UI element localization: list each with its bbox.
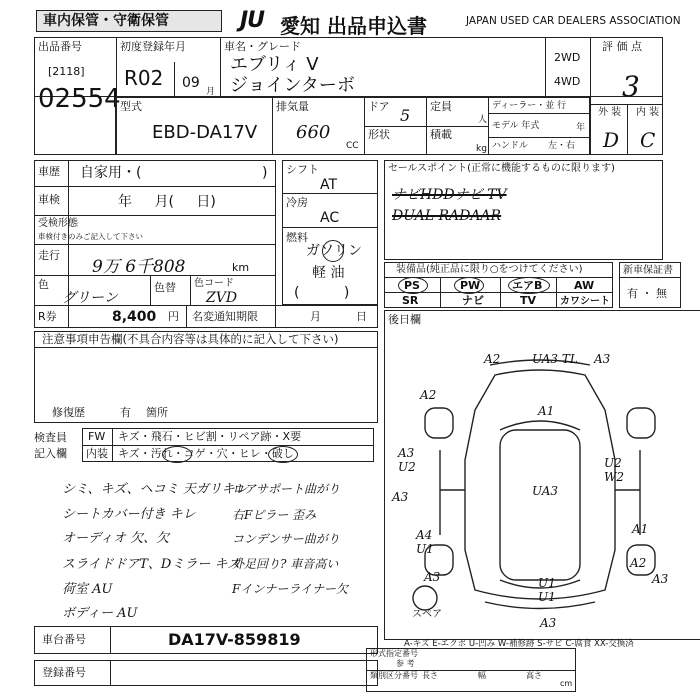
comment-right-2: 右Fピラー 歪み: [232, 508, 317, 522]
color-code: ZVD: [206, 290, 238, 306]
repair-history-place: 箇所: [146, 406, 168, 419]
equip-kawa-seat: カワシート: [560, 296, 610, 307]
model-grade-label: 車名・グレード: [224, 40, 301, 53]
comment-right-1: ロアサポート曲がり: [232, 482, 341, 496]
comment-left-5: 荷室 AU: [62, 582, 113, 597]
ref-label: 参 考: [396, 659, 415, 668]
transfer-label: 受検形態: [38, 218, 78, 229]
first-registration-month: 09: [182, 75, 200, 91]
fw-items: キズ・飛石・ヒビ割・リペア跡・X要: [118, 430, 302, 443]
doors-label: ドア: [368, 100, 390, 113]
exterior-label: 外 装: [598, 107, 622, 118]
yen-unit: 円: [168, 310, 179, 323]
model-year-label: モデル 年式: [492, 121, 540, 131]
mark-5: A1: [538, 404, 555, 418]
capacity-label: 定員: [430, 100, 452, 113]
comment-left-2: シートカバー付き キレ: [62, 507, 196, 522]
mark-17: A3: [424, 570, 441, 584]
score-label: 評 価 点: [602, 40, 642, 53]
color-label: 色: [38, 278, 49, 291]
mark-4: A2: [420, 388, 437, 402]
mark-18: U1: [538, 576, 556, 590]
comment-right-5: Fインナーライナー欠: [232, 582, 348, 596]
mark-15: A1: [632, 522, 649, 536]
first-registration-year: R02: [124, 66, 164, 90]
auction-score: 3: [622, 70, 640, 103]
fw-label: FW: [88, 430, 106, 443]
color-value: グリーン: [62, 290, 118, 306]
equip-airbag: エアB: [512, 279, 543, 292]
inspector-label-1: 検査員: [34, 431, 67, 444]
lot-number: 02554: [38, 84, 121, 114]
inspector-label-2: 記入欄: [34, 447, 67, 460]
repair-history-label: 修復歴: [52, 406, 85, 419]
history-close-paren: ): [262, 165, 268, 181]
model-code: EBD-DA17V: [152, 122, 258, 143]
inspection-label: 車検: [38, 193, 60, 206]
mileage-label: 走行: [38, 249, 60, 262]
selling-point-2: DUAL RADAAR: [392, 208, 502, 224]
mark-7: U2: [398, 460, 416, 474]
body-shape-label: 形状: [368, 128, 390, 141]
category-number-label: 類別区分番号: [370, 671, 418, 680]
recycle-value: 8,400: [112, 309, 157, 325]
ac-value: AC: [320, 210, 340, 226]
comment-left-3: オーディオ 欠、欠: [62, 531, 170, 546]
association-logo: JU: [240, 8, 265, 33]
load-label: 積載: [430, 128, 452, 141]
handle-options: 左・右: [548, 141, 576, 151]
notes-title: 注意事項申告欄(不具合内容等は具体的に記入して下さい): [42, 332, 339, 346]
mark-6: A3: [398, 446, 415, 460]
comment-left-6: ボディー AU: [62, 606, 138, 621]
mark-28: A3: [540, 616, 557, 630]
interior-check-label: 内装: [86, 447, 108, 460]
cc-unit: CC: [346, 141, 359, 151]
dealer-label: ディーラー・並 行: [492, 101, 567, 111]
mark-13: A4: [416, 528, 433, 542]
mark-8: U2: [604, 456, 622, 470]
storage-label: 車内保管・守衛保管: [43, 13, 169, 29]
kg-unit: kg: [476, 144, 487, 154]
km-unit: km: [232, 261, 250, 274]
comment-left-4: スライドドアT、Dミラー キズ: [62, 557, 241, 572]
storage-label-box: [36, 10, 222, 32]
mark-19: A2: [630, 556, 647, 570]
mark-11: A3: [392, 490, 409, 504]
ac-label: 冷房: [286, 196, 308, 209]
inspection-value: 年 月( 日): [118, 194, 216, 210]
registration-label: 登録番号: [42, 666, 86, 679]
shift-label: シフト: [286, 163, 319, 176]
comment-right-3: コンデンサー曲がり: [232, 532, 340, 546]
fuel-gasoline: ガソリン: [306, 243, 362, 259]
chassis-number: DA17V-859819: [168, 630, 301, 649]
model-spec-number-label: 形式指定番号: [370, 649, 418, 658]
mark-24: U1: [538, 590, 556, 604]
doors-count: 5: [400, 106, 411, 125]
mark-9: W2: [604, 470, 624, 484]
drive-4wd: 4WD: [554, 75, 581, 88]
drive-2wd: 2WD: [554, 51, 581, 64]
mark-23: A3: [652, 572, 669, 586]
warranty-options: 有 ・ 無: [627, 287, 667, 300]
interior-check-items: キズ・汚れ・コゲ・穴・ヒレ・破し: [118, 447, 294, 460]
fuel-diesel: 軽 油: [312, 265, 345, 281]
association-english-name: JAPAN USED CAR DEALERS ASSOCIATION: [466, 15, 681, 27]
comment-left-1: シミ、キズ、ヘコミ 天ガリキレ: [62, 482, 248, 497]
fuel-gasoline-circle: [322, 240, 344, 262]
rear-notes-label: 後日欄: [388, 313, 421, 326]
selling-point-1: ナビHDDナビ TV: [392, 187, 507, 203]
equip-pw: PW: [460, 279, 481, 292]
color-change-label: 色替: [154, 281, 176, 294]
exterior-grade: D: [603, 128, 620, 152]
recycle-label: R券: [38, 310, 57, 323]
fuel-label: 燃料: [286, 231, 308, 244]
name-change-label: 名変通知期限: [192, 310, 258, 323]
lot-number-small: [2118]: [48, 65, 85, 78]
spare-label: スペア: [412, 609, 442, 620]
mark-2: UA3 TL: [532, 352, 578, 366]
model-grade: ジョインターボ: [230, 75, 355, 96]
first-registration-label: 初度登録年月: [120, 40, 186, 53]
chassis-label: 車台番号: [42, 633, 86, 646]
mark-10: UA3: [532, 484, 559, 498]
equip-aw: AW: [574, 279, 595, 292]
comment-right-4: 外足回り? 車音高い: [232, 557, 339, 571]
name-change-month: 月: [310, 310, 321, 323]
history-value: 自家用・(: [80, 165, 142, 181]
form-title: 愛知 出品申込書: [280, 14, 427, 38]
damage-legend: A-キズ E-エクボ U-凹み W-補修跡 S-サビ C-腐食 XX-交換済: [404, 639, 634, 649]
fuel-other: ( ): [294, 285, 350, 301]
interior-label: 内 装: [636, 107, 660, 118]
mileage-value: 9万 6千808: [92, 257, 186, 277]
equip-tv: TV: [520, 294, 537, 307]
length-label: 長さ: [422, 671, 438, 680]
model-code-label: 型式: [120, 100, 142, 113]
model-name: エブリィ V: [230, 54, 319, 75]
handle-label: ハンドル: [492, 141, 529, 151]
capacity-unit: 人: [478, 115, 488, 125]
equip-navi: ナビ: [462, 294, 484, 307]
name-change-day: 日: [356, 310, 367, 323]
color-code-label: 色コード: [194, 278, 234, 289]
repair-history-value: 有: [120, 406, 131, 419]
height-label: 高さ: [526, 671, 542, 680]
transfer-note: 車検付きのみご記入して下さい: [38, 232, 143, 241]
interior-grade: C: [640, 128, 656, 152]
warranty-title: 新車保証書: [623, 265, 673, 276]
equipment-title: 装備品(純正品に限り○をつけてください): [396, 264, 583, 275]
displacement: 660: [296, 122, 331, 143]
equip-sr: SR: [402, 294, 419, 307]
displacement-label: 排気量: [276, 100, 309, 113]
year-unit: 年: [576, 123, 586, 133]
month-unit: 月: [206, 87, 216, 97]
cm-unit: cm: [560, 679, 573, 688]
selling-points-title: セールスポイント(正常に機能するものに限ります): [388, 163, 615, 174]
mark-14: U1: [416, 542, 434, 556]
mark-3: A3: [594, 352, 611, 366]
equip-ps: PS: [404, 279, 420, 292]
mark-1: A2: [484, 352, 501, 366]
width-label: 幅: [478, 671, 486, 680]
lot-number-label: 出品番号: [38, 40, 82, 53]
history-label: 車歴: [38, 165, 60, 178]
shift-value: AT: [320, 177, 338, 193]
